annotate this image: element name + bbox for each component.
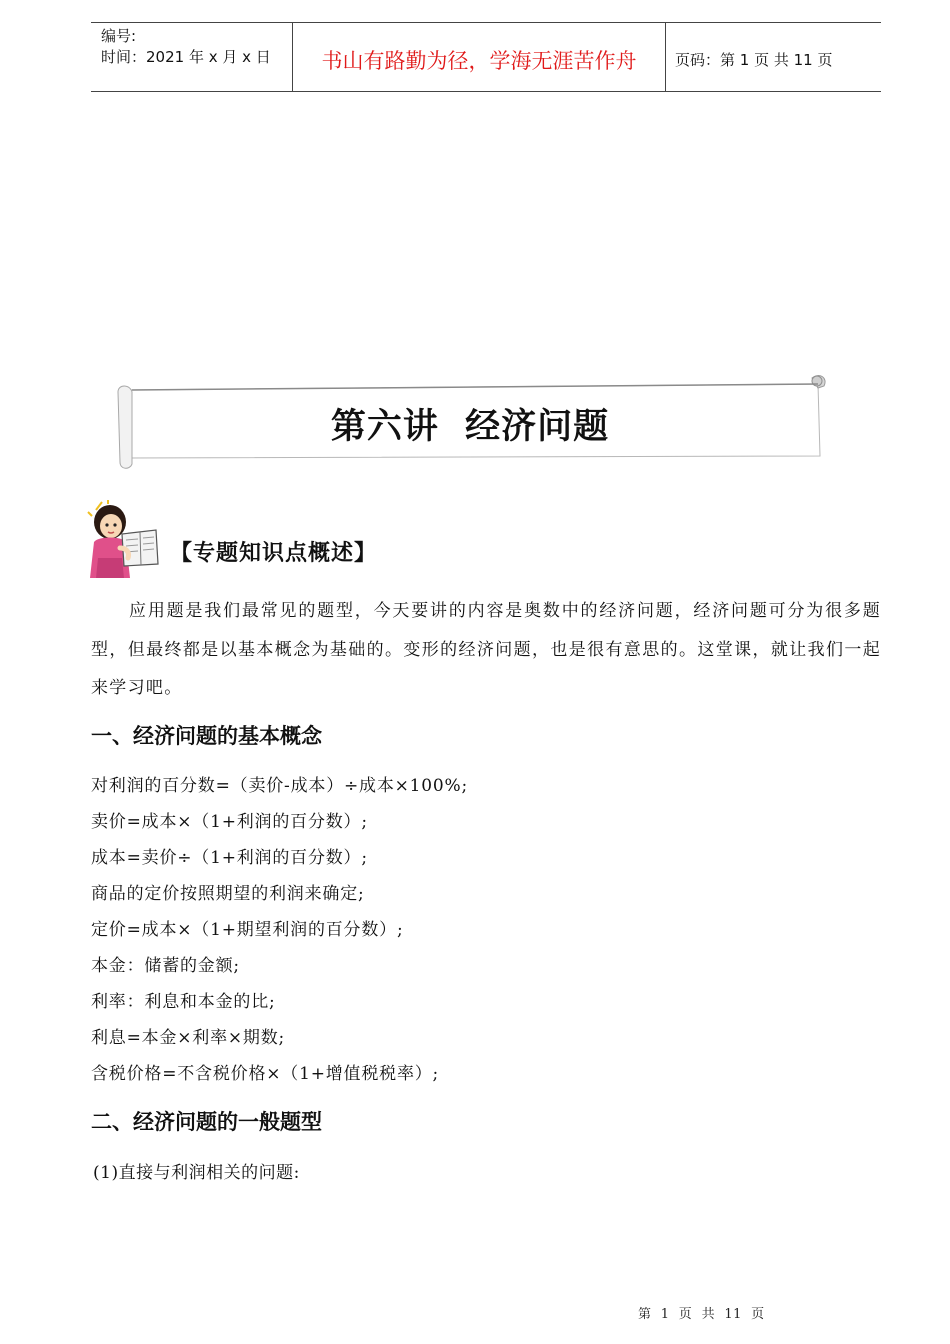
header-motto-cell <box>292 23 666 91</box>
part2-subheading: (1)直接与利润相关的问题: <box>93 1163 300 1183</box>
header-left-cell <box>91 23 291 91</box>
formula-item: 成本=卖价÷（1+利润的百分数）; <box>91 848 368 868</box>
formula-item: 利率：利息和本金的比; <box>91 992 276 1012</box>
lecture-title: 第六讲 经济问题 <box>330 407 610 447</box>
formula-item: 利息=本金×利率×期数; <box>91 1028 286 1048</box>
formula-item: 对利润的百分数=（卖价-成本）÷成本×100%; <box>91 776 469 796</box>
document-number-label: 编号: <box>101 27 137 45</box>
formula-item: 含税价格=不含税价格×（1+增值税税率）; <box>91 1064 440 1084</box>
girl-reading-book-icon <box>86 500 162 580</box>
formula-item: 定价=成本×（1+期望利润的百分数）; <box>91 920 404 940</box>
formula-item: 本金：储蓄的金额; <box>91 956 240 976</box>
section-title: 【专题知识点概述】 <box>170 540 378 566</box>
title-scroll-banner <box>112 372 828 472</box>
formula-item: 卖价=成本×（1+利润的百分数）; <box>91 812 368 832</box>
part2-heading: 二、经济问题的一般题型 <box>91 1110 322 1134</box>
document-header <box>91 22 881 92</box>
formula-item: 商品的定价按照期望的利润来确定; <box>91 884 365 904</box>
part1-heading: 一、经济问题的基本概念 <box>91 724 322 748</box>
page-footer: 第 1 页 共 11 页 <box>638 1307 765 1322</box>
document-date-label: 时间：2021 年 x 月 x 日 <box>101 48 271 66</box>
formula-list <box>91 768 468 1092</box>
header-motto: 书山有路勤为径，学海无涯苦作舟 <box>321 49 637 73</box>
header-page-cell <box>665 23 881 91</box>
intro-paragraph: 应用题是我们最常见的题型，今天要讲的内容是奥数中的经济问题，经济问题可分为很多题型，但最终都是以基本概念为基础的。变形的经济问题，也是很有意思的。这堂课，就让我们一起来学习吧。 <box>91 601 881 698</box>
header-page-number: 页码：第 1 页 共 11 页 <box>675 51 833 69</box>
